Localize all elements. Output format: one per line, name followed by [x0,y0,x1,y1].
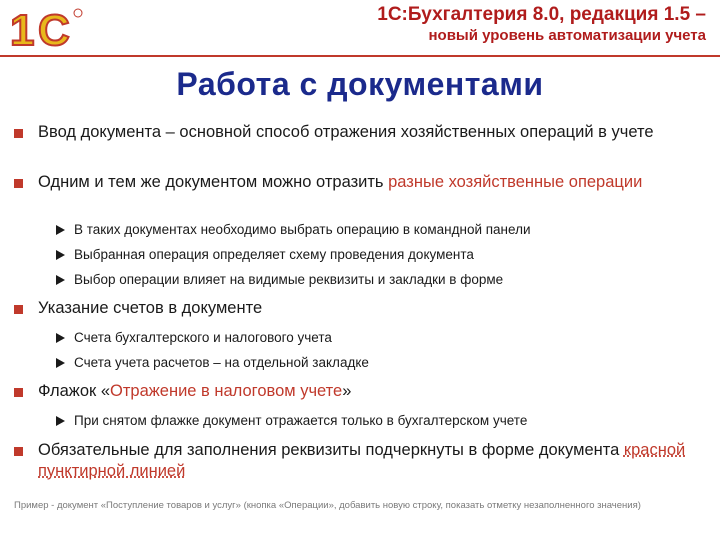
bullet-1 [14,122,714,143]
footer-note: Пример - документ «Поступление товаров и услуг» (кнопка «Операции», добавить новую строку, показать отметку незаполненного значения) [14,500,641,511]
subbullet: Выбор операции влияет на видимые реквизиты и закладки в форме [74,271,704,289]
svg-text:С: С [38,6,70,51]
bullet-5 [14,440,714,482]
page-title: Работа с документами [176,66,544,102]
subbullet: Счета учета расчетов – на отдельной закладке [74,354,704,372]
header-divider [0,55,720,57]
bullet-text: Обязательные для заполнения реквизиты подчеркнуты в форме документа красной пунктирной линией [38,441,686,480]
svg-text:1: 1 [10,6,35,51]
subbullet: При снятом флажке документ отражается только в бухгалтерском учете [74,412,704,430]
bullet-text-highlight: Отражение в налоговом учете [110,382,343,400]
triangle-bullet-icon [56,358,65,368]
bullet-text: Указание счетов в документе [38,299,263,317]
triangle-bullet-icon [56,416,65,426]
1c-logo-icon [8,3,100,51]
bullet-2 [14,172,714,193]
square-bullet-icon [14,305,23,314]
bullet-4 [14,381,714,402]
bullet-text-plain: Одним и тем же документом можно отразить [38,173,389,191]
bullet-text-highlight: разные хозяйственные операции [388,173,643,191]
header [0,0,720,62]
triangle-bullet-icon [56,250,65,260]
triangle-bullet-icon [56,333,65,343]
product-title: 1С:Бухгалтерия 8.0, редакция 1.5 – [377,4,706,25]
square-bullet-icon [14,129,23,138]
bullet-text: Флажок «Отражение в налоговом учете» [38,382,352,400]
product-subtitle: новый уровень автоматизации учета [428,27,706,44]
square-bullet-icon [14,179,23,188]
subbullet: Счета бухгалтерского и налогового учета [74,329,704,347]
square-bullet-icon [14,447,23,456]
subbullet: В таких документах необходимо выбрать операцию в командной панели [74,221,704,239]
square-bullet-icon [14,388,23,397]
bullet-3 [14,298,714,319]
triangle-bullet-icon [56,225,65,235]
subbullet: Выбранная операция определяет схему проведения документа [74,246,704,264]
bullet-text-highlight: красной пунктирной линией [38,441,686,480]
bullet-text [38,172,714,193]
bullet-text: Ввод документа – основной способ отражения хозяйственных операций в учете [38,123,654,141]
triangle-bullet-icon [56,275,65,285]
